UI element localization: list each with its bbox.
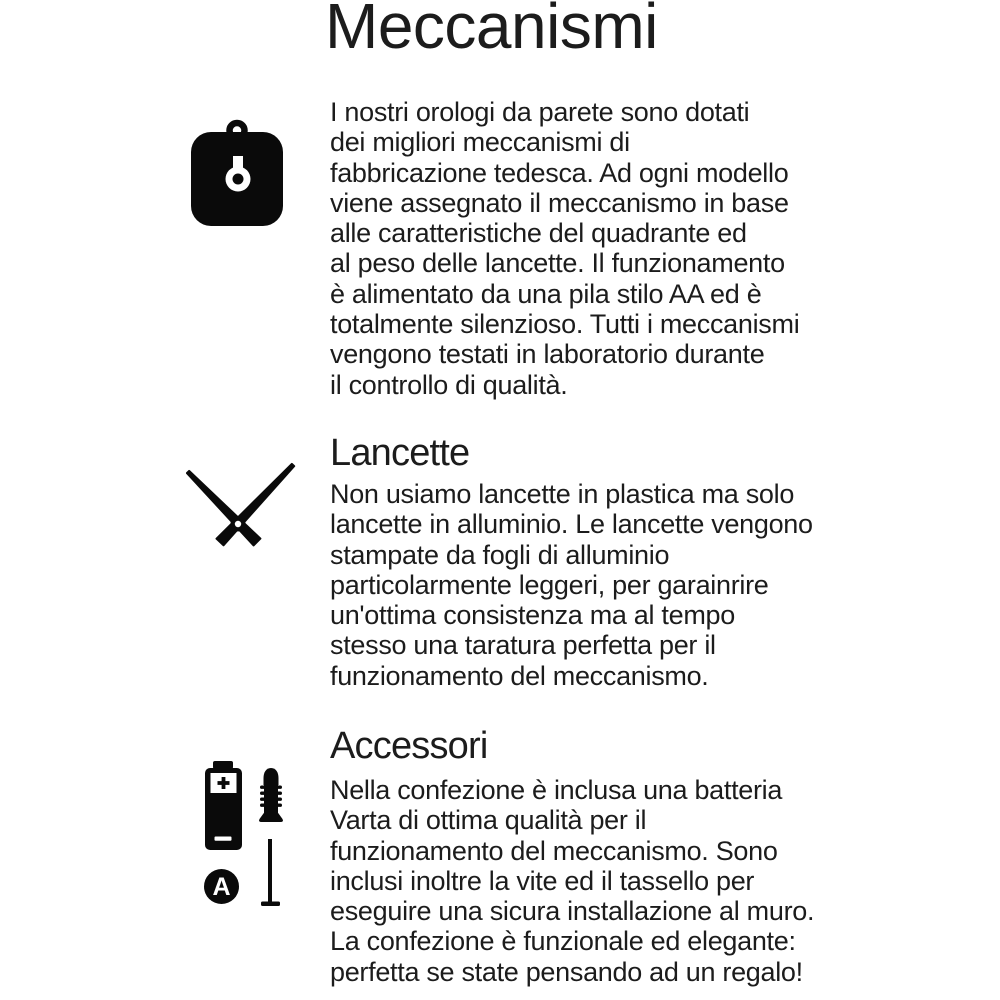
accessori-heading: Accessori <box>330 725 488 767</box>
aa-battery-icon <box>205 761 242 850</box>
clock-mechanism-icon <box>191 118 283 226</box>
text-line: stesso una taratura perfetta per il <box>330 630 716 661</box>
wall-plug-screw-icon <box>259 768 283 822</box>
text-line: funzionamento del meccanismo. <box>330 660 709 691</box>
page-title: Meccanismi <box>325 0 658 62</box>
text-line: inclusi inoltre la vite ed il tassello per <box>330 865 755 896</box>
accessories-icon <box>200 760 300 910</box>
battery-size-letter: A <box>212 873 231 901</box>
accessori-paragraph <box>330 775 814 987</box>
hands-pivot-hole <box>235 521 241 527</box>
text-line: Non usiamo lancette in plastica ma solo <box>330 479 795 509</box>
screw-thread <box>260 804 282 807</box>
text-line: funzionamento del meccanismo. Sono <box>330 835 778 866</box>
clock-hands-icon <box>186 461 298 547</box>
text-line: vengono testati in laboratorio durante <box>330 339 765 370</box>
text-line: perfetta se state pensando ad un regalo! <box>330 956 803 987</box>
text-line: dei migliori meccanismi di <box>330 127 630 158</box>
text-line: particolarmente leggeri, per garainrire <box>330 569 769 600</box>
nail-head <box>261 902 280 907</box>
text-line: un'ottima consistenza ma al tempo <box>330 600 735 631</box>
screw-base <box>259 810 283 822</box>
nail-shaft <box>268 839 272 904</box>
text-line: al peso delle lancette. Il funzionamento <box>330 248 785 279</box>
battery-terminal <box>213 761 233 769</box>
screw-thread <box>260 792 282 795</box>
nail-icon <box>261 839 280 906</box>
keyhole-axle <box>233 174 244 185</box>
text-line: stampate da fogli di alluminio <box>330 539 670 570</box>
text-line: il controllo di qualità. <box>330 369 568 400</box>
text-line: totalmente silenzioso. Tutti i meccanismi <box>330 309 800 340</box>
text-line: I nostri orologi da parete sono dotati <box>330 97 750 127</box>
text-line: eseguire una sicura installazione al muro. <box>330 896 815 927</box>
text-line: è alimentato da una pila stilo AA ed è <box>330 278 762 309</box>
text-line: viene assegnato il meccanismo in base <box>330 187 789 218</box>
text-line: alle caratteristiche del quadrante ed <box>330 218 747 249</box>
text-line: fabbricazione tedesca. Ad ogni modello <box>330 157 789 188</box>
text-line: lancette in alluminio. Le lancette vengono <box>330 509 813 540</box>
text-line: Varta di ottima qualità per il <box>330 805 647 836</box>
lancette-paragraph <box>330 479 813 691</box>
text-line: Nella confezione è inclusa una batteria <box>330 775 783 805</box>
screw-thread <box>260 786 282 789</box>
battery-plus-icon <box>222 777 226 789</box>
lancette-heading: Lancette <box>330 432 470 474</box>
meccanismi-paragraph <box>330 97 799 400</box>
text-line: La confezione è funzionale ed elegante: <box>330 926 796 957</box>
battery-minus-icon <box>215 837 232 841</box>
screw-thread <box>260 798 282 801</box>
battery-size-a-badge <box>204 869 239 904</box>
